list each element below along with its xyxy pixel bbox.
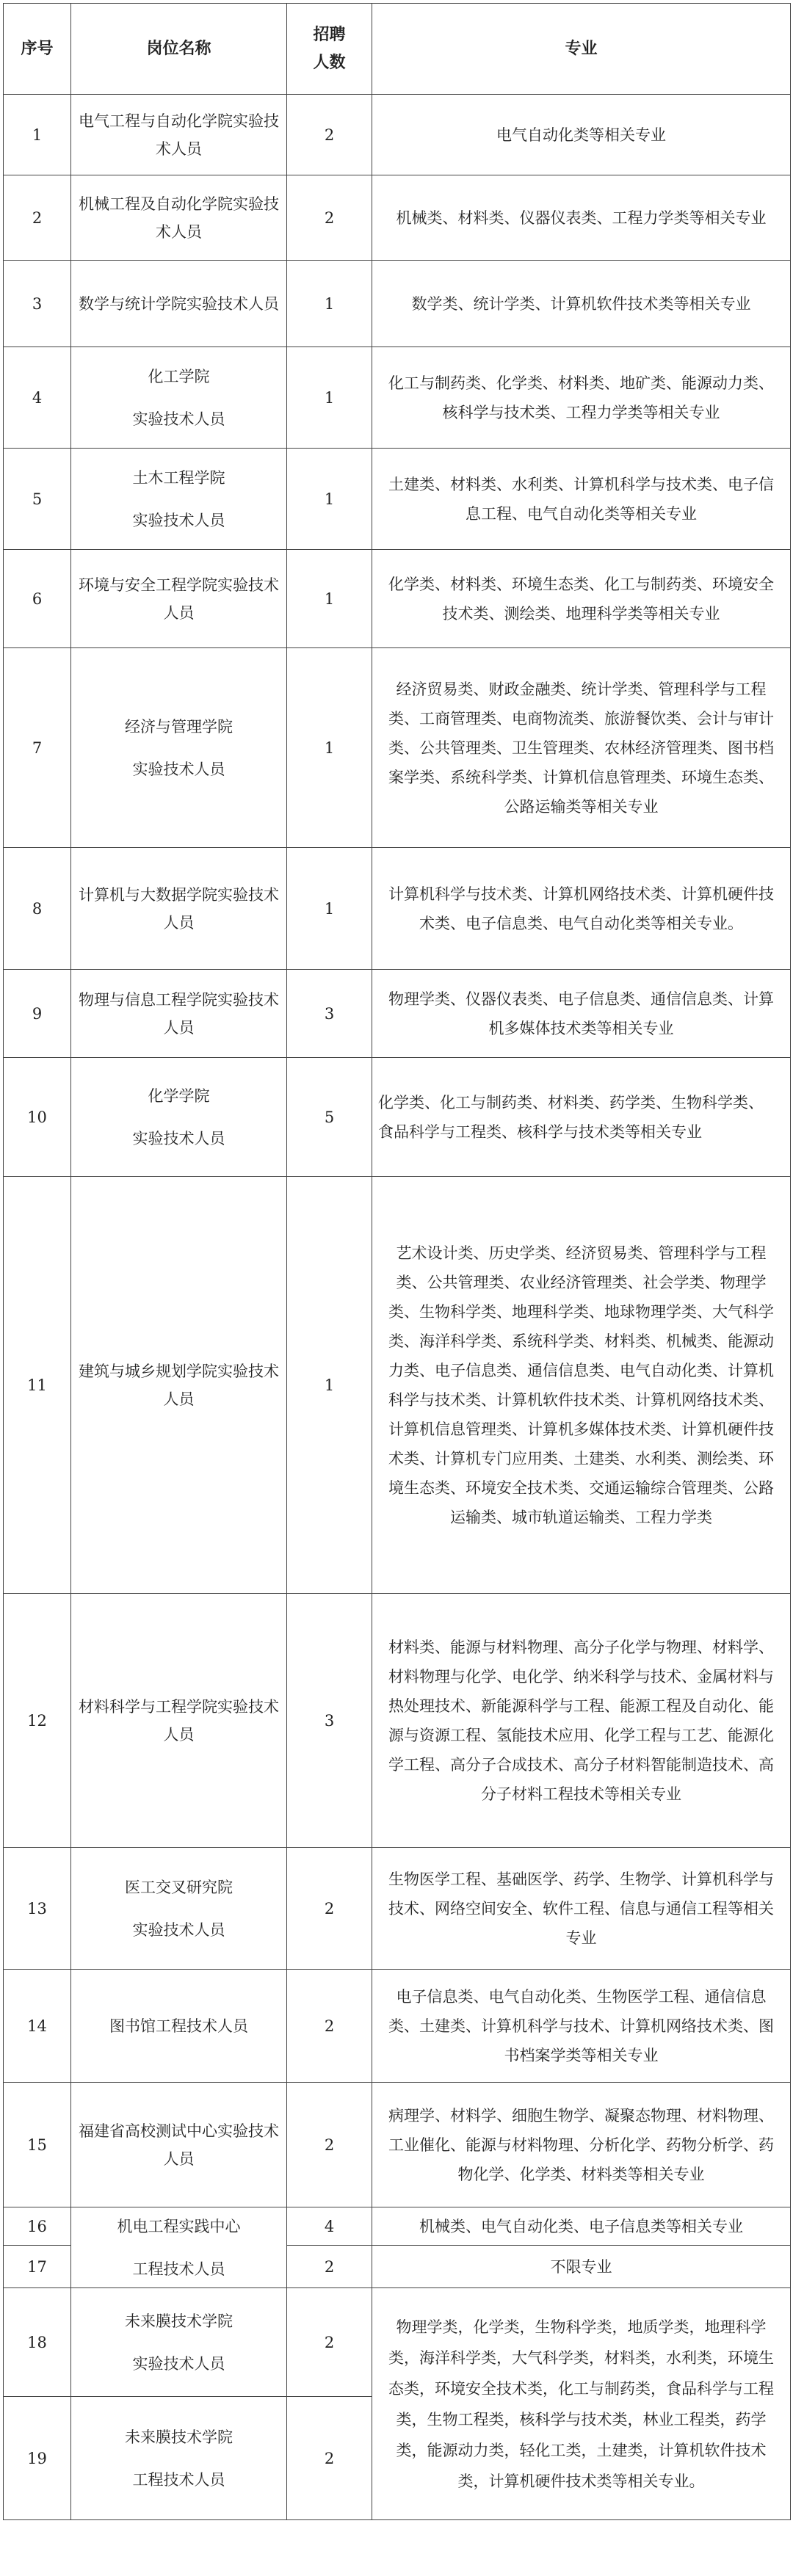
row-count: 1 <box>287 648 372 848</box>
row-major: 材料类、能源与材料物理、高分子化学与物理、材料学、材料物理与化学、电化学、纳米科学与技术、金属材料与热处理技术、新能源科学与工程、能源工程及自动化、能源与资源工程、氢能技术应用、化学工程与工艺、能源化学工程、高分子合成技术、高分子材料智能制造技术、高分子材料工程技术等相关专业 <box>372 1594 791 1848</box>
table-row <box>4 970 791 1058</box>
row-major: 艺术设计类、历史学类、经济贸易类、管理科学与工程类、公共管理类、农业经济管理类、社会学类、物理学类、生物科学类、地理科学类、地球物理学类、大气科学类、海洋科学类、系统科学类、材料类、机械类、能源动力类、电子信息类、通信信息类、电气自动化类、计算机科学与技术类、计算机软件技术类、计算机网络技术类、计算机信息管理类、计算机多媒体技术类、计算机硬件技术类、计算机专门应用类、土建类、水利类、测绘类、环境生态类、环境安全技术类、交通运输综合管理类、公路运输类、城市轨道运输类、工程力学类 <box>372 1177 791 1594</box>
header-major: 专业 <box>372 4 791 95</box>
row-count: 2 <box>287 2397 372 2520</box>
row-seq: 1 <box>4 95 71 175</box>
row-count: 2 <box>287 95 372 175</box>
header-seq: 序号 <box>4 4 71 95</box>
row-count: 1 <box>287 261 372 347</box>
row-seq: 12 <box>4 1594 71 1848</box>
row-position: 土木工程学院 实验技术人员 <box>71 449 287 550</box>
row-seq: 2 <box>4 175 71 261</box>
table-row <box>4 648 791 848</box>
row-count: 3 <box>287 970 372 1058</box>
row-major: 电子信息类、电气自动化类、生物医学工程、通信信息类、土建类、计算机科学与技术、计算机网络技术类、图书档案学类等相关专业 <box>372 1970 791 2083</box>
row-position: 化工学院 实验技术人员 <box>71 347 287 449</box>
row-major: 计算机科学与技术类、计算机网络技术类、计算机硬件技术类、电子信息类、电气自动化类等相关专业。 <box>372 848 791 970</box>
table-row <box>4 347 791 449</box>
row-count: 5 <box>287 1058 372 1177</box>
row-position: 材料科学与工程学院实验技术人员 <box>71 1594 287 1848</box>
table-row <box>4 175 791 261</box>
row-count: 1 <box>287 848 372 970</box>
row-major: 不限专业 <box>372 2246 791 2288</box>
table-row <box>4 2083 791 2207</box>
row-count: 4 <box>287 2207 372 2246</box>
row-position: 计算机与大数据学院实验技术人员 <box>71 848 287 970</box>
table-row <box>4 1177 791 1594</box>
row-major: 机械类、材料类、仪器仪表类、工程力学类等相关专业 <box>372 175 791 261</box>
row-seq: 17 <box>4 2246 71 2288</box>
row-major: 物理学类、仪器仪表类、电子信息类、通信信息类、计算机多媒体技术类等相关专业 <box>372 970 791 1058</box>
row-major: 化工与制药类、化学类、材料类、地矿类、能源动力类、核科学与技术类、工程力学类等相关专业 <box>372 347 791 449</box>
row-seq: 5 <box>4 449 71 550</box>
table-row <box>4 1970 791 2083</box>
row-seq: 11 <box>4 1177 71 1594</box>
header-row <box>4 4 791 95</box>
row-position: 化学学院 实验技术人员 <box>71 1058 287 1177</box>
row-position-merged: 机电工程实践中心 工程技术人员 <box>71 2207 287 2288</box>
row-major: 化学类、化工与制药类、材料类、药学类、生物科学类、食品科学与工程类、核科学与技术类等相关专业 <box>372 1058 791 1177</box>
row-seq: 15 <box>4 2083 71 2207</box>
recruitment-table <box>3 3 791 2520</box>
row-seq: 7 <box>4 648 71 848</box>
table-row <box>4 95 791 175</box>
table-row <box>4 1594 791 1848</box>
table-row <box>4 261 791 347</box>
row-position: 医工交叉研究院 实验技术人员 <box>71 1848 287 1970</box>
row-count: 3 <box>287 1594 372 1848</box>
table-row <box>4 1058 791 1177</box>
row-seq: 18 <box>4 2288 71 2397</box>
row-major: 数学类、统计学类、计算机软件技术类等相关专业 <box>372 261 791 347</box>
table-row <box>4 550 791 648</box>
row-position: 建筑与城乡规划学院实验技术人员 <box>71 1177 287 1594</box>
row-count: 2 <box>287 2083 372 2207</box>
row-seq: 10 <box>4 1058 71 1177</box>
header-recruit-count: 招聘 人数 <box>287 4 372 95</box>
header-position: 岗位名称 <box>71 4 287 95</box>
row-position: 图书馆工程技术人员 <box>71 1970 287 2083</box>
row-major: 化学类、材料类、环境生态类、化工与制药类、环境安全技术类、测绘类、地理科学类等相关专业 <box>372 550 791 648</box>
row-position: 福建省高校测试中心实验技术人员 <box>71 2083 287 2207</box>
row-major: 经济贸易类、财政金融类、统计学类、管理科学与工程类、工商管理类、电商物流类、旅游餐饮类、会计与审计类、公共管理类、卫生管理类、农林经济管理类、图书档案学类、系统科学类、计算机信息管理类、环境生态类、公路运输类等相关专业 <box>372 648 791 848</box>
row-seq: 4 <box>4 347 71 449</box>
row-count: 2 <box>287 2288 372 2397</box>
table-row <box>4 848 791 970</box>
table-row <box>4 2207 791 2246</box>
row-major: 机械类、电气自动化类、电子信息类等相关专业 <box>372 2207 791 2246</box>
row-seq: 19 <box>4 2397 71 2520</box>
row-seq: 8 <box>4 848 71 970</box>
row-position: 物理与信息工程学院实验技术人员 <box>71 970 287 1058</box>
row-seq: 3 <box>4 261 71 347</box>
row-seq: 9 <box>4 970 71 1058</box>
row-position: 电气工程与自动化学院实验技术人员 <box>71 95 287 175</box>
row-position: 经济与管理学院 实验技术人员 <box>71 648 287 848</box>
row-position: 数学与统计学院实验技术人员 <box>71 261 287 347</box>
row-count: 1 <box>287 449 372 550</box>
table-row <box>4 1848 791 1970</box>
row-major: 生物医学工程、基础医学、药学、生物学、计算机科学与技术、网络空间安全、软件工程、信息与通信工程等相关专业 <box>372 1848 791 1970</box>
row-seq: 14 <box>4 1970 71 2083</box>
row-major-merged: 物理学类，化学类，生物科学类，地质学类，地理科学类，海洋科学类，大气科学类，材料类，水利类，环境生态类，环境安全技术类，化工与制药类，食品科学与工程类，生物工程类，核科学与技术类，林业工程类，药学类，能源动力类，轻化工类，土建类，计算机软件技术类，计算机硬件技术类等相关专业。 <box>372 2288 791 2520</box>
table-row <box>4 2288 791 2397</box>
row-count: 1 <box>287 1177 372 1594</box>
row-seq: 16 <box>4 2207 71 2246</box>
row-seq: 13 <box>4 1848 71 1970</box>
row-count: 1 <box>287 347 372 449</box>
row-count: 2 <box>287 1970 372 2083</box>
row-position: 未来膜技术学院 实验技术人员 <box>71 2288 287 2397</box>
row-seq: 6 <box>4 550 71 648</box>
row-count: 2 <box>287 2246 372 2288</box>
row-count: 2 <box>287 1848 372 1970</box>
row-count: 2 <box>287 175 372 261</box>
row-position: 未来膜技术学院 工程技术人员 <box>71 2397 287 2520</box>
row-count: 1 <box>287 550 372 648</box>
row-position: 机械工程及自动化学院实验技术人员 <box>71 175 287 261</box>
row-major: 病理学、材料学、细胞生物学、凝聚态物理、材料物理、工业催化、能源与材料物理、分析化学、药物分析学、药物化学、化学类、材料类等相关专业 <box>372 2083 791 2207</box>
table-row <box>4 449 791 550</box>
row-major: 土建类、材料类、水利类、计算机科学与技术类、电子信息工程、电气自动化类等相关专业 <box>372 449 791 550</box>
row-major: 电气自动化类等相关专业 <box>372 95 791 175</box>
row-position: 环境与安全工程学院实验技术人员 <box>71 550 287 648</box>
